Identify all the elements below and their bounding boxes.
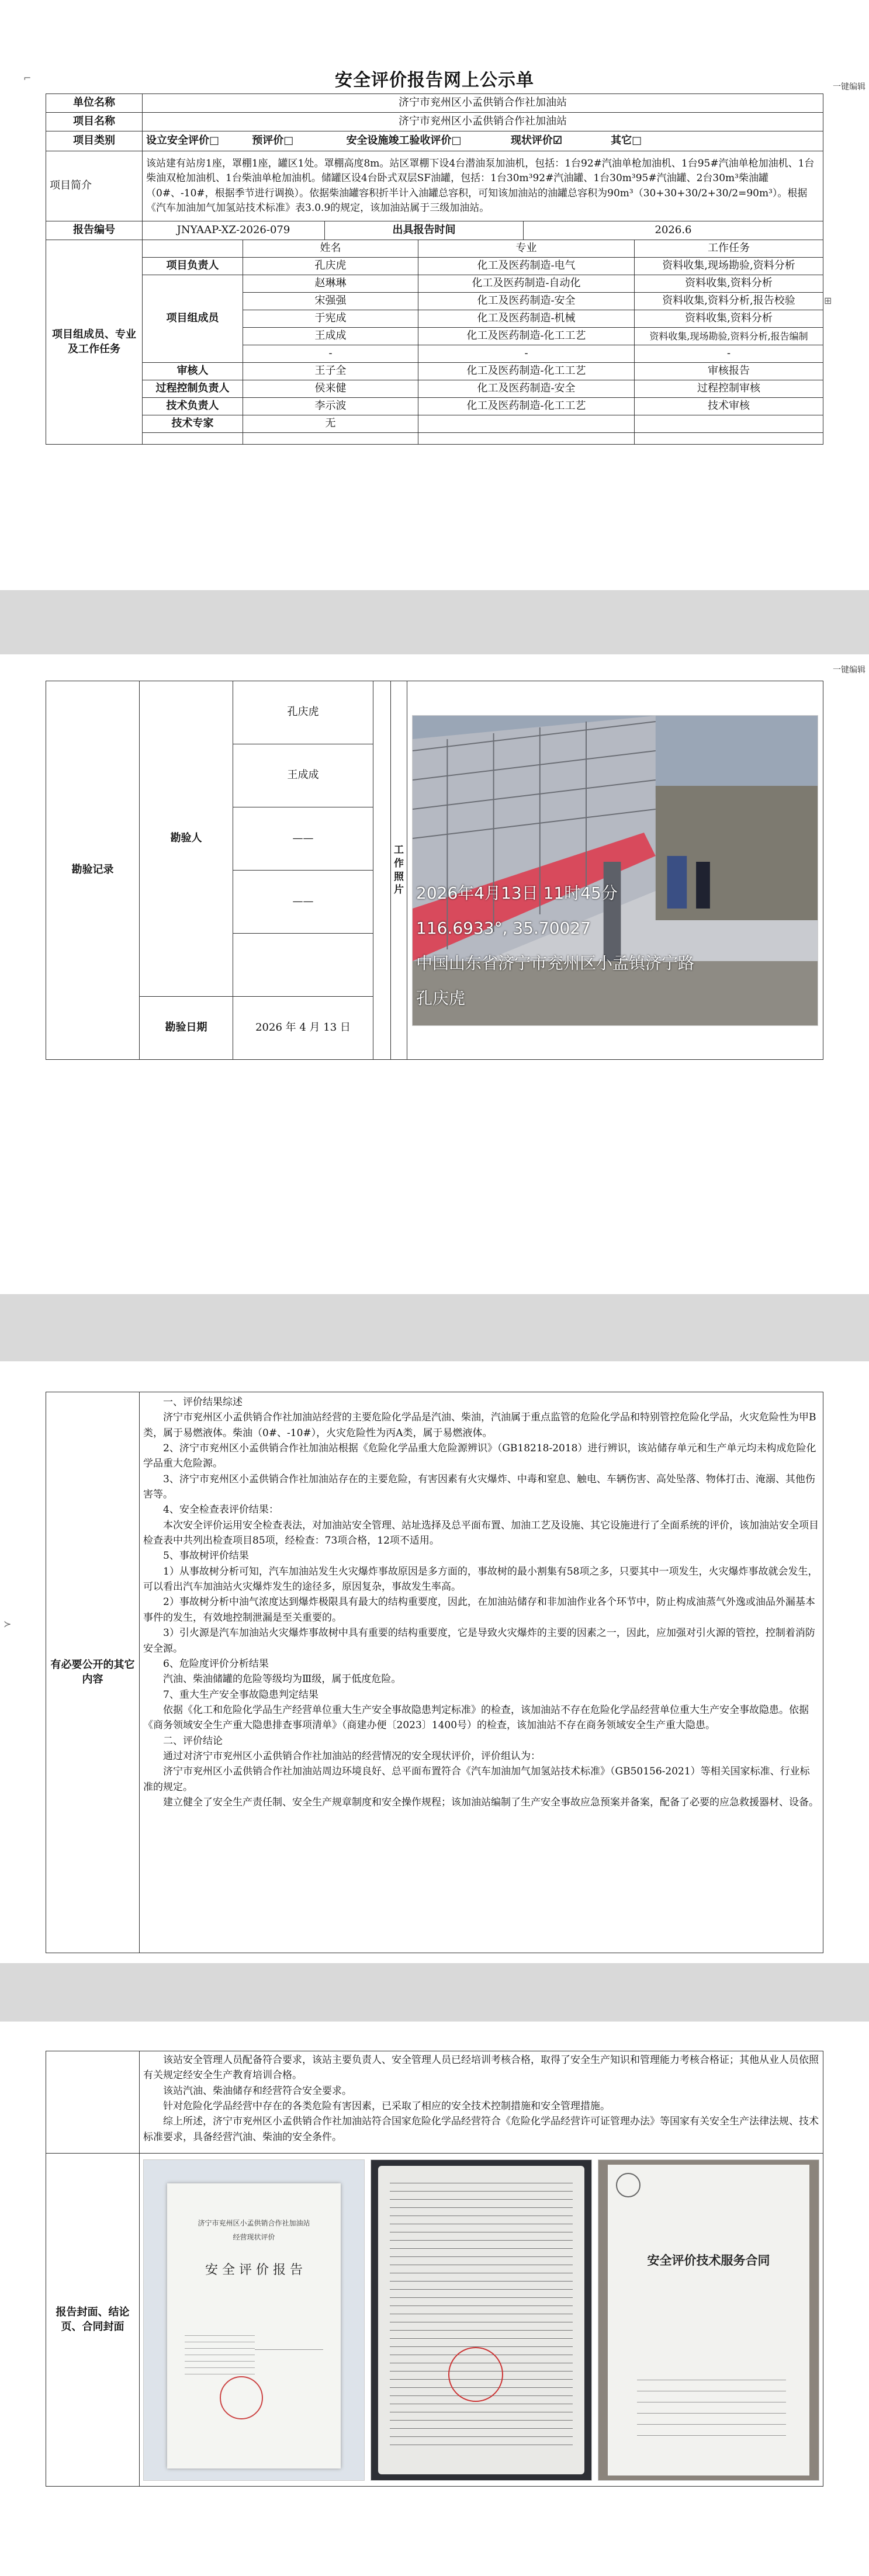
member-name: 宋强强 (243, 293, 418, 310)
member-task: 资料收集,资料分析 (635, 275, 823, 293)
photo-cell (407, 681, 823, 1060)
type-option-other[interactable]: 其它□ (611, 134, 642, 147)
member-task: 资料收集,资料分析 (635, 310, 823, 328)
conclusion-page-photo (371, 2159, 592, 2481)
disclosure-paragraph: 通过对济宁市兖州区小孟供销合作社加油站的经营情况的安全现状评价，评价组认为： (163, 1750, 541, 1762)
page-4 (0, 2022, 869, 2576)
disclosure-paragraph: 依据《化工和危险化学品生产经营单位重大生产安全事故隐患判定标准》的检查，该加油站不存在危险化学品经营单位重大生产安全事故隐患。依据《商务领域安全生产重大隐患排查事项清单》（商建办便〔2023〕1400号）的检查，该加油站不存在商务领域安全生产重大隐患。 (143, 1704, 809, 1732)
cover-org: 济宁市兖州区小孟供销合作社加油站 (198, 2218, 310, 2227)
cover-label: 报告封面、结论页、合同封面 (46, 2154, 140, 2487)
disclosure-paragraph: 1）从事故树分析可知，汽车加油站发生火灾爆炸事故原因是多方面的，事故树的最小割集有58项之多，只要其中一项发生，火灾爆炸事故就会发生，可以看出汽车加油站火灾爆炸发生的途径多，原因复杂，事故发生率高。 (143, 1565, 818, 1593)
col-major: 专业 (418, 240, 635, 258)
photo-coords: 116.6933°, 35.70027 (416, 918, 591, 938)
unit-name-label: 单位名称 (46, 94, 143, 113)
member-task: - (635, 345, 823, 363)
report-no-label: 报告编号 (46, 221, 143, 240)
type-option-pre[interactable]: 预评价□ (252, 134, 294, 147)
leader-task: 资料收集,现场勘验,资料分析 (635, 258, 823, 275)
member-task: 资料收集,资料分析,报告校验 (635, 293, 823, 310)
info-table (46, 93, 823, 445)
unit-name: 济宁市兖州区小孟供销合作社加油站 (143, 94, 823, 113)
col-task: 工作任务 (635, 240, 823, 258)
intro-text: 该站建有站房1座，罩棚1座，罐区1处。罩棚高度8m。站区罩棚下设4台潜油泵加油机，包括：1台92#汽油单枪加油机、1台95#汽油单枪加油机、1台柴油双枪加油机、1台柴油单枪加油机。储罐区设4台卧式双层SF油罐，包括：1台30m³92#汽油罐、1台30m³95#汽油罐、2台30m³柴油罐（0#、-10#，根据季节进行调换）。依据柴油罐容积折半计入油罐总容积，可知该加油站的油罐总容积为90m³（30+30+30/2+30/2=90m³）。根据《汽车加油加气加氢站技术标准》表3.0.9的规定，该加油站属于三级加油站。 (143, 151, 823, 221)
seal-icon (448, 2347, 503, 2402)
members-label: 项目组成员、专业及工作任务 (46, 240, 143, 445)
photo-label: 工作照片 (391, 681, 407, 1060)
issue-time: 2026.6 (524, 221, 823, 240)
disclosure-paragraph: 本次安全评价运用安全检查表法，对加油站安全管理、站址选择及总平面布置、加油工艺及设施、其它设施进行了全面系统的评价，该加油站安全项目检查表中共列出检查项目85项，经检查：73项合格，12项不适用。 (143, 1519, 819, 1547)
photo-scene (413, 716, 818, 1025)
member-name: 王成成 (243, 328, 418, 345)
disclosure-paragraph: 3、济宁市兖州区小孟供销合作社加油站存在的主要危险，有害因素有火灾爆炸、中毒和窒息、触电、车辆伤害、高处坠落、物体打击、淹溺、其他伤害等。 (143, 1473, 815, 1501)
photo-address: 中国山东省济宁市兖州区小孟镇济宁路 (416, 953, 695, 973)
member-name: 于宪成 (243, 310, 418, 328)
disclosure-paragraph: 3）引火源是汽车加油站火灾爆炸事故树中具有重要的结构重要度，它是导致火灾爆炸的主要的因素之一，因此，应加强对引火源的管控，控制着消防安全源。 (143, 1627, 815, 1655)
intro-label: 项目简介 (46, 151, 143, 221)
contract-cover-photo (598, 2159, 819, 2481)
process-task: 过程控制审核 (635, 380, 823, 398)
leader-major: 化工及医药制造-电气 (418, 258, 635, 275)
disclosure-paragraph: 2）事故树分析中油气浓度达到爆炸极限具有最大的结构重要度，因此，在加油站储存和非加油作业各个环节中，防止构成油蒸气外逸或油品外漏基本事件的发生，有效地控制泄漏是至关重要的。 (143, 1596, 815, 1624)
member-major: 化工及医药制造-安全 (418, 293, 635, 310)
disclosure-paragraph: 二、评价结论 (163, 1735, 223, 1747)
expand-icon[interactable]: ⊞ (824, 295, 832, 306)
col-name: 姓名 (243, 240, 418, 258)
page-1 (0, 0, 869, 590)
cover-sub: 经营现状评价 (233, 2232, 275, 2241)
type-option-status[interactable]: 现状评价☑ (510, 134, 562, 147)
surveyor-name: 王成成 (233, 744, 373, 807)
report-cover-photo (143, 2159, 365, 2481)
disclosure-paragraph: 该站安全管理人员配备符合要求，该站主要负责人、安全管理人员已经培训考核合格，取得了安全生产知识和管理能力考核合格证；其他从业人员依照有关规定经安全生产教育培训合格。 (143, 2054, 819, 2082)
member-major: 化工及医药制造-化工工艺 (418, 328, 635, 345)
disclosure-table (46, 1392, 823, 1953)
side-mark-icon: ≻ (4, 1618, 12, 1629)
form-title: 安全评价报告网上公示单 (335, 70, 534, 91)
photo-person: 孔庆虎 (416, 988, 466, 1008)
tech-task: 技术审核 (635, 398, 823, 415)
leader-label: 项目负责人 (143, 258, 243, 275)
member-task: 资料收集,现场勘验,资料分析,报告编制 (635, 328, 823, 345)
cover-image-row (143, 2159, 819, 2481)
type-option-design[interactable]: 设立安全评价□ (146, 134, 220, 147)
leader-name: 孔庆虎 (243, 258, 418, 275)
reviewer-task: 审核报告 (635, 363, 823, 380)
expert-name: 无 (243, 415, 418, 433)
group-label: 项目组成员 (143, 275, 243, 363)
surveyor-name: —— (233, 871, 373, 934)
process-label: 过程控制负责人 (143, 380, 243, 398)
project-type-options (143, 131, 823, 151)
disclosure-content (140, 1392, 823, 1953)
member-name: 赵琳琳 (243, 275, 418, 293)
corner-mark-icon: ⌐ (23, 72, 32, 84)
issue-time-label: 出具报告时间 (325, 221, 524, 240)
surveyor-name: 孔庆虎 (233, 681, 373, 744)
member-major: 化工及医药制造-自动化 (418, 275, 635, 293)
survey-table (46, 681, 823, 1060)
disclosure-paragraph: 2、济宁市兖州区小孟供销合作社加油站根据《危险化学品重大危险源辨识》（GB18218-2018）进行辨识，该站储存单元和生产单元均未构成危险化学品重大危险源。 (143, 1443, 816, 1470)
disclosure-paragraph: 汽油、柴油储罐的危险等级均为Ⅲ级，属于低度危险。 (163, 1673, 401, 1686)
disclosure-label: 有必要公开的其它内容 (46, 1392, 140, 1953)
cover-lines (185, 2329, 255, 2376)
disclosure-paragraph: 7、重大生产安全事故隐患判定结果 (163, 1689, 318, 1701)
contract-lines (637, 2369, 786, 2439)
tech-name: 李示波 (243, 398, 418, 415)
disclosure-paragraph: 该站汽油、柴油储存和经营符合安全要求。 (163, 2085, 352, 2097)
report-no: JNYAAP-XZ-2026-079 (143, 221, 325, 240)
process-major: 化工及医药制造-安全 (418, 380, 635, 398)
seal-icon (220, 2376, 263, 2419)
contract-page (608, 2165, 809, 2476)
reviewer-major: 化工及医药制造-化工工艺 (418, 363, 635, 380)
type-option-acceptance[interactable]: 安全设施竣工验收评价□ (346, 134, 462, 147)
survey-record-label: 勘验记录 (46, 681, 140, 1060)
surveyor-name: —— (233, 807, 373, 871)
disclosure-paragraph: 济宁市兖州区小孟供销合作社加油站周边环境良好、总平面布置符合《汽车加油加气加氢站技术标准》（GB50156-2021）等相关国家标准、行业标准的规定。 (143, 1766, 810, 1793)
project-name-label: 项目名称 (46, 113, 143, 131)
cover-images (140, 2154, 823, 2487)
surveyors-label: 勘验人 (140, 681, 233, 997)
disclosure-paragraph: 4、安全检查表评价结果： (163, 1504, 279, 1516)
survey-date-label: 勘验日期 (140, 997, 233, 1060)
contract-title: 安全评价技术服务合同 (647, 2252, 770, 2268)
report-cover-page (167, 2183, 341, 2468)
disclosure-paragraph: 一、评价结果综述 (163, 1396, 243, 1408)
member-name: - (243, 345, 418, 363)
disclosure-paragraph: 综上所述，济宁市兖州区小孟供销合作社加油站符合国家危险化学品经营符合《危险化学品经营许可证管理办法》等国家有关安全生产法律法规、技术标准要求，具备经营汽油、柴油的安全条件。 (143, 2116, 819, 2143)
survey-date: 2026 年 4 月 13 日 (233, 997, 373, 1060)
conclusion-lines (390, 2178, 573, 2451)
process-name: 侯来健 (243, 380, 418, 398)
conclusion-page (378, 2166, 584, 2474)
project-name: 济宁市兖州区小孟供销合作社加油站 (143, 113, 823, 131)
continued-table (46, 2051, 823, 2487)
continued-content (140, 2051, 823, 2154)
tech-major: 化工及医药制造-化工工艺 (418, 398, 635, 415)
cover-title: 安 全 评 价 报 告 (205, 2262, 303, 2277)
expert-label: 技术专家 (143, 415, 243, 433)
edit-tag[interactable]: 一键编辑 (833, 82, 865, 92)
disclosure-paragraph: 济宁市兖州区小孟供销合作社加油站经营的主要危险化学品是汽油、柴油，汽油属于重点监管的危险化学品和特别管控危险化学品，火灾危险性为甲B类，属于易燃液体。柴油（0#、-10#），火灾危险性为丙A类，属于易燃液体。 (143, 1412, 816, 1439)
disclosure-paragraph: 建立健全了安全生产责任制、安全生产规章制度和安全操作规程；该加油站编制了生产安全事故应急预案并备案，配备了必要的应急救援器材、设备。 (163, 1796, 819, 1808)
edit-tag[interactable]: 一键编辑 (833, 665, 865, 675)
tech-label: 技术负责人 (143, 398, 243, 415)
page-2 (0, 654, 869, 1294)
member-major: - (418, 345, 635, 363)
disclosure-paragraph: 5、事故树评价结果 (163, 1550, 249, 1562)
page-3 (0, 1361, 869, 1963)
member-major: 化工及医药制造-机械 (418, 310, 635, 328)
work-photo (412, 715, 818, 1026)
disclosure-paragraph: 针对危险化学品经营中存在的各类危险有害因素，已采取了相应的安全技术控制措施和安全管理措施。 (163, 2100, 610, 2113)
photo-datetime: 2026年4月13日 11时45分 (416, 883, 618, 903)
emblem-icon (616, 2173, 641, 2197)
reviewer-label: 审核人 (143, 363, 243, 380)
project-type-label: 项目类别 (46, 131, 143, 151)
reviewer-name: 王子全 (243, 363, 418, 380)
disclosure-paragraph: 6、危险度评价分析结果 (163, 1658, 269, 1670)
